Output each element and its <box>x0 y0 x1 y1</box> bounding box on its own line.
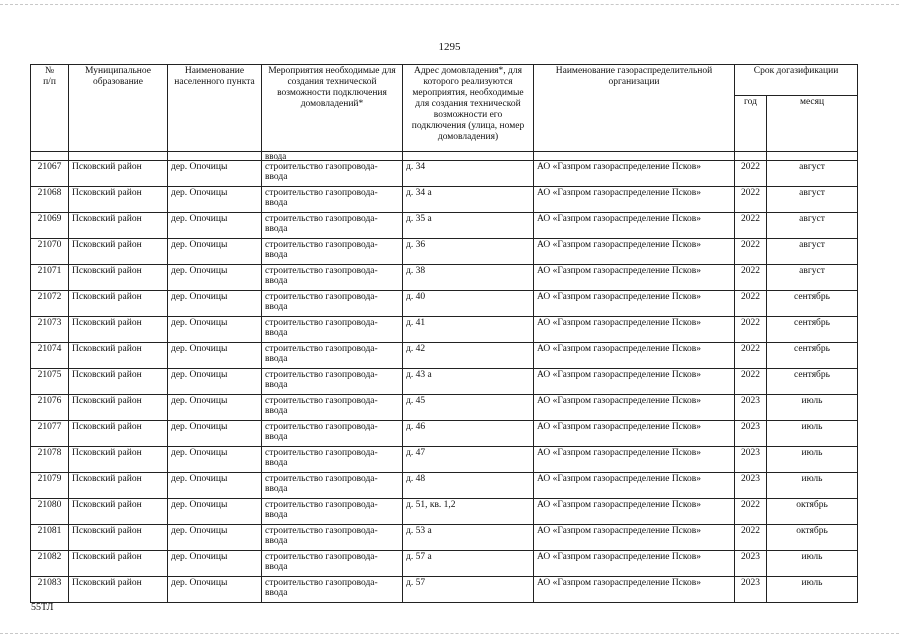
cell-org: АО «Газпром газораспределение Псков» <box>534 421 735 447</box>
cell-settlement: дер. Опочицы <box>168 577 262 603</box>
table-row <box>31 577 858 603</box>
cell-month: август <box>767 265 858 291</box>
table-row <box>31 161 858 187</box>
cell-org: АО «Газпром газораспределение Псков» <box>534 395 735 421</box>
cell-settlement: дер. Опочицы <box>168 369 262 395</box>
table-row <box>31 265 858 291</box>
cell-num: 21079 <box>31 473 69 499</box>
table-row <box>31 239 858 265</box>
cell-measure: строительство газопровода-ввода <box>262 551 403 577</box>
table-row <box>31 317 858 343</box>
cell-num: 21069 <box>31 213 69 239</box>
cell-address: д. 57 а <box>403 551 534 577</box>
scan-edge-bottom <box>0 633 899 634</box>
cell-num: 21082 <box>31 551 69 577</box>
cell-year: 2022 <box>735 161 767 187</box>
cell-num: 21074 <box>31 343 69 369</box>
cell-municipality: Псковский район <box>69 499 168 525</box>
cell-municipality: Псковский район <box>69 447 168 473</box>
cell-num: 21078 <box>31 447 69 473</box>
cell-month: октябрь <box>767 499 858 525</box>
table-row <box>31 213 858 239</box>
cell-org: АО «Газпром газораспределение Псков» <box>534 317 735 343</box>
cell-org: АО «Газпром газораспределение Псков» <box>534 265 735 291</box>
table-row <box>31 525 858 551</box>
table-row <box>31 343 858 369</box>
cell-year: 2022 <box>735 343 767 369</box>
cell-year: 2022 <box>735 239 767 265</box>
cell-measure: строительство газопровода-ввода <box>262 421 403 447</box>
cell-month: август <box>767 213 858 239</box>
header-term: Срок догазификации <box>735 65 858 96</box>
cell-org: АО «Газпром газораспределение Псков» <box>534 551 735 577</box>
cell-municipality: Псковский район <box>69 395 168 421</box>
cell-address: д. 40 <box>403 291 534 317</box>
footer-code: 55ТЛ <box>31 602 54 613</box>
table-row <box>31 447 858 473</box>
table-row <box>31 473 858 499</box>
cell-address: д. 36 <box>403 239 534 265</box>
cell-measure: строительство газопровода-ввода <box>262 525 403 551</box>
cell-org: АО «Газпром газораспределение Псков» <box>534 343 735 369</box>
cell-num: 21081 <box>31 525 69 551</box>
header-month: месяц <box>767 96 858 152</box>
table-row <box>31 369 858 395</box>
header-settlement: Наименование населенного пункта <box>168 65 262 152</box>
cell-year: 2023 <box>735 395 767 421</box>
cell-num: 21067 <box>31 161 69 187</box>
cell-year: 2022 <box>735 291 767 317</box>
cell-municipality: Псковский район <box>69 343 168 369</box>
scan-edge-top <box>0 4 899 5</box>
cell-month: сентябрь <box>767 317 858 343</box>
cell-address: д. 35 а <box>403 213 534 239</box>
cell-settlement: дер. Опочицы <box>168 265 262 291</box>
cell-address: д. 48 <box>403 473 534 499</box>
cell-month: июль <box>767 395 858 421</box>
table-body <box>31 152 858 603</box>
cell-month: июль <box>767 473 858 499</box>
cell-org: АО «Газпром газораспределение Псков» <box>534 577 735 603</box>
header-year: год <box>735 96 767 152</box>
cell-month: август <box>767 187 858 213</box>
table-row <box>31 421 858 447</box>
cell-org: АО «Газпром газораспределение Псков» <box>534 161 735 187</box>
cell-measure: строительство газопровода-ввода <box>262 343 403 369</box>
page-number: 1295 <box>438 41 461 53</box>
cell-measure: строительство газопровода-ввода <box>262 447 403 473</box>
header-address: Адрес домовладения*, для которого реализуются мероприятия, необходимые для создания технической возможности его подключения (улица, номер домовладения) <box>403 65 534 152</box>
cell-settlement: дер. Опочицы <box>168 499 262 525</box>
cell-measure: строительство газопровода-ввода <box>262 161 403 187</box>
cell-month: июль <box>767 577 858 603</box>
cell-settlement: дер. Опочицы <box>168 525 262 551</box>
cell-address: д. 34 а <box>403 187 534 213</box>
cell-address: д. 43 а <box>403 369 534 395</box>
cell-measure: строительство газопровода-ввода <box>262 213 403 239</box>
cell-org: АО «Газпром газораспределение Псков» <box>534 525 735 551</box>
cell-settlement: дер. Опочицы <box>168 187 262 213</box>
cell-municipality: Псковский район <box>69 317 168 343</box>
cell-month: август <box>767 239 858 265</box>
cell-municipality: Псковский район <box>69 551 168 577</box>
gasification-table <box>30 64 858 603</box>
cell-municipality: Псковский район <box>69 473 168 499</box>
cell-year: 2023 <box>735 551 767 577</box>
table-row <box>31 395 858 421</box>
cell-num: 21071 <box>31 265 69 291</box>
cell-year: 2022 <box>735 317 767 343</box>
cell-settlement: дер. Опочицы <box>168 291 262 317</box>
cell-org: АО «Газпром газораспределение Псков» <box>534 213 735 239</box>
cell-settlement: дер. Опочицы <box>168 447 262 473</box>
cell-org: АО «Газпром газораспределение Псков» <box>534 447 735 473</box>
cell-municipality: Псковский район <box>69 161 168 187</box>
carryover-row <box>31 152 858 161</box>
cell-month: сентябрь <box>767 343 858 369</box>
cell-num: 21076 <box>31 395 69 421</box>
cell-address: д. 51, кв. 1,2 <box>403 499 534 525</box>
cell-year: 2022 <box>735 213 767 239</box>
cell-measure: строительство газопровода-ввода <box>262 265 403 291</box>
cell-address: д. 41 <box>403 317 534 343</box>
cell-settlement: дер. Опочицы <box>168 213 262 239</box>
cell-municipality: Псковский район <box>69 291 168 317</box>
cell-org: АО «Газпром газораспределение Псков» <box>534 239 735 265</box>
cell-municipality: Псковский район <box>69 369 168 395</box>
cell-measure: строительство газопровода-ввода <box>262 187 403 213</box>
cell-num: 21083 <box>31 577 69 603</box>
cell-settlement: дер. Опочицы <box>168 421 262 447</box>
table-row <box>31 187 858 213</box>
table-row <box>31 551 858 577</box>
cell-settlement: дер. Опочицы <box>168 551 262 577</box>
cell-address: д. 53 а <box>403 525 534 551</box>
cell-year: 2022 <box>735 187 767 213</box>
cell-measure: строительство газопровода-ввода <box>262 291 403 317</box>
cell-year: 2023 <box>735 577 767 603</box>
cell-address: д. 57 <box>403 577 534 603</box>
cell-measure: строительство газопровода-ввода <box>262 239 403 265</box>
cell-address: д. 46 <box>403 421 534 447</box>
cell-measure: строительство газопровода-ввода <box>262 369 403 395</box>
cell-measure: строительство газопровода-ввода <box>262 577 403 603</box>
cell-address: д. 42 <box>403 343 534 369</box>
cell-org: АО «Газпром газораспределение Псков» <box>534 473 735 499</box>
cell-num: 21075 <box>31 369 69 395</box>
cell-num: 21070 <box>31 239 69 265</box>
cell-municipality: Псковский район <box>69 421 168 447</box>
cell-num: 21080 <box>31 499 69 525</box>
cell-municipality: Псковский район <box>69 577 168 603</box>
cell-settlement: дер. Опочицы <box>168 343 262 369</box>
cell-address: д. 45 <box>403 395 534 421</box>
cell-municipality: Псковский район <box>69 187 168 213</box>
cell-year: 2023 <box>735 447 767 473</box>
cell-settlement: дер. Опочицы <box>168 317 262 343</box>
cell-year: 2023 <box>735 421 767 447</box>
cell-year: 2022 <box>735 369 767 395</box>
cell-num: 21073 <box>31 317 69 343</box>
cell-org: АО «Газпром газораспределение Псков» <box>534 187 735 213</box>
cell-year: 2022 <box>735 525 767 551</box>
cell-measure: строительство газопровода-ввода <box>262 317 403 343</box>
cell-org: АО «Газпром газораспределение Псков» <box>534 369 735 395</box>
cell-month: октябрь <box>767 525 858 551</box>
cell-settlement: дер. Опочицы <box>168 239 262 265</box>
cell-address: д. 38 <box>403 265 534 291</box>
cell-org: АО «Газпром газораспределение Псков» <box>534 499 735 525</box>
cell-measure: строительство газопровода-ввода <box>262 395 403 421</box>
cell-municipality: Псковский район <box>69 213 168 239</box>
header-org: Наименование газораспределительной организации <box>534 65 735 152</box>
cell-year: 2022 <box>735 499 767 525</box>
cell-num: 21068 <box>31 187 69 213</box>
cell-year: 2023 <box>735 473 767 499</box>
cell-settlement: дер. Опочицы <box>168 395 262 421</box>
cell-measure: строительство газопровода-ввода <box>262 473 403 499</box>
header-municipality: Муниципальное образование <box>69 65 168 152</box>
table-row <box>31 291 858 317</box>
cell-address: д. 47 <box>403 447 534 473</box>
cell-municipality: Псковский район <box>69 265 168 291</box>
cell-municipality: Псковский район <box>69 525 168 551</box>
cell-month: сентябрь <box>767 291 858 317</box>
cell-num: 21077 <box>31 421 69 447</box>
cell-month: август <box>767 161 858 187</box>
cell-month: июль <box>767 421 858 447</box>
cell-year: 2022 <box>735 265 767 291</box>
header-measures: Мероприятия необходимые для создания технической возможности подключения домовладений* <box>262 65 403 152</box>
cell-org: АО «Газпром газораспределение Псков» <box>534 291 735 317</box>
cell-month: июль <box>767 551 858 577</box>
cell-month: июль <box>767 447 858 473</box>
cell-address: д. 34 <box>403 161 534 187</box>
cell-num: 21072 <box>31 291 69 317</box>
cell-settlement: дер. Опочицы <box>168 473 262 499</box>
cell-municipality: Псковский район <box>69 239 168 265</box>
carryover-text: ввода <box>262 152 403 161</box>
cell-measure: строительство газопровода-ввода <box>262 499 403 525</box>
cell-month: сентябрь <box>767 369 858 395</box>
header-num: № п/п <box>31 65 69 152</box>
table-row <box>31 499 858 525</box>
table-header-row <box>31 65 858 96</box>
cell-settlement: дер. Опочицы <box>168 161 262 187</box>
